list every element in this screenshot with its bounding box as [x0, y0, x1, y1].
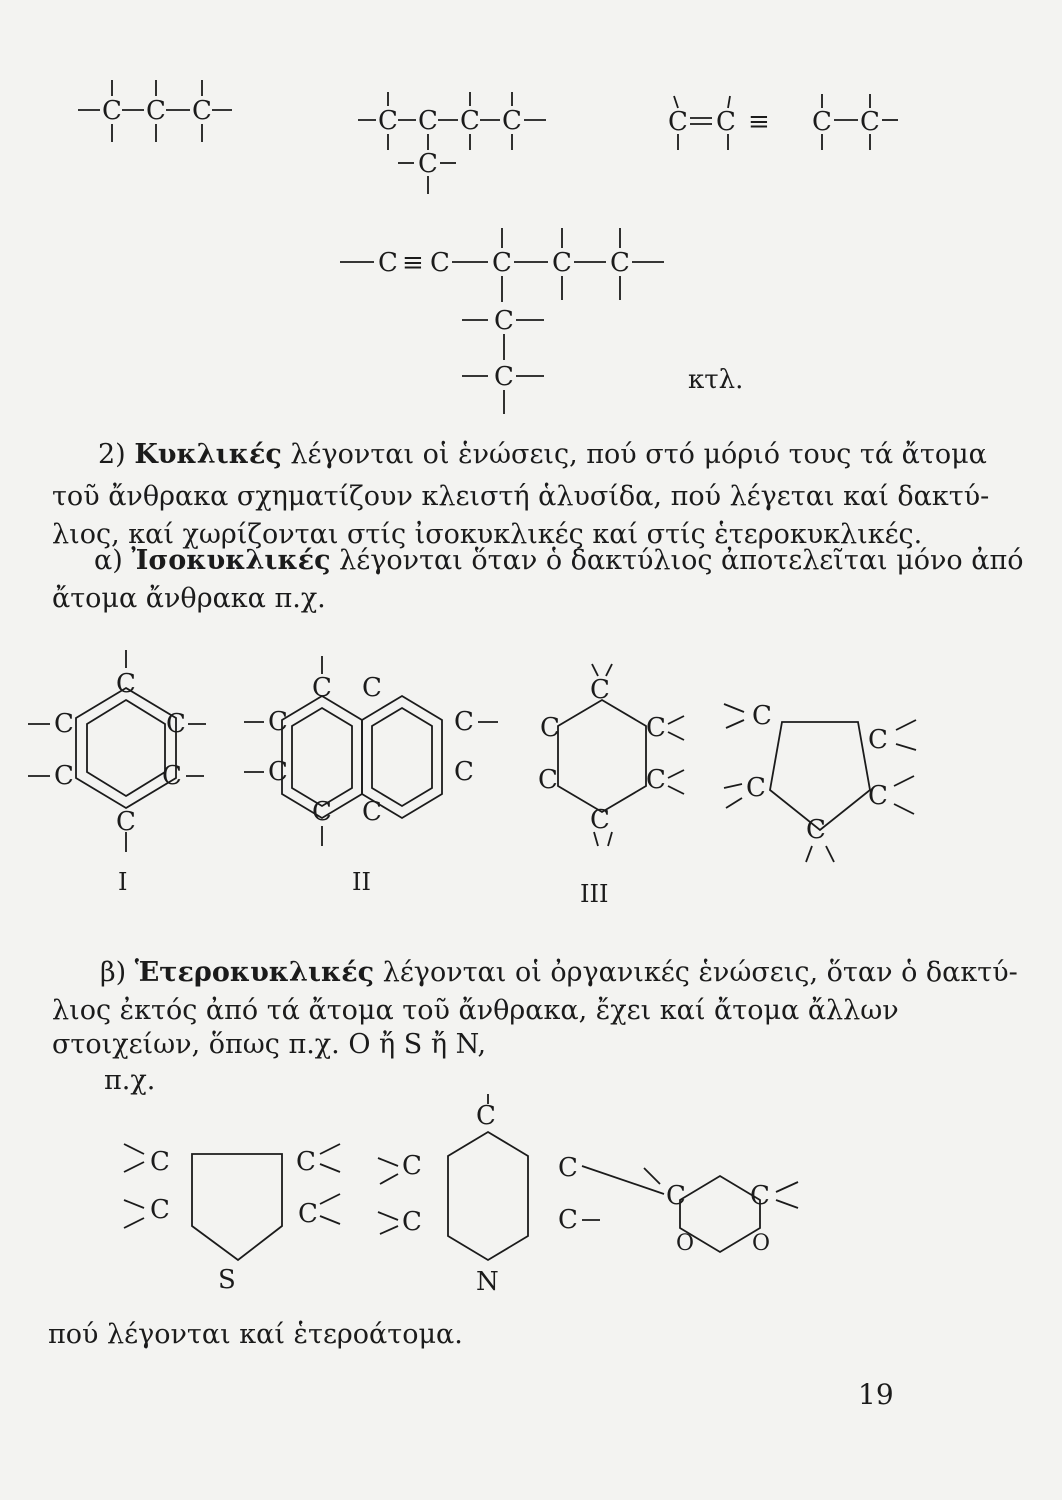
isocyclic-structure-II [244, 656, 498, 846]
carbon-atom: C [558, 1205, 578, 1235]
carbon-atom: C [268, 757, 288, 787]
carbon-atom: C [540, 713, 560, 743]
isocyclic-line-2: ἄτομα ἄνθρακα π.χ. [52, 583, 326, 614]
carbon-atom: C [552, 248, 572, 278]
carbon-atom: C [860, 107, 880, 137]
carbon-atom: C [806, 815, 826, 845]
branched-chain-structure [358, 92, 546, 194]
carbon-atom: C [454, 707, 474, 737]
heterocyclic-label: β) [100, 957, 127, 988]
carbon-atom: C [868, 725, 888, 755]
carbon-atom: C [150, 1195, 170, 1225]
carbon-atom: C [378, 248, 398, 278]
carbon-atom: C [362, 797, 382, 827]
sulfur-atom: S [218, 1265, 236, 1295]
heterocyclic-closing: πού λέγονται καί ἑτεροάτομα. [48, 1319, 463, 1350]
carbon-atom: C [402, 1151, 422, 1181]
carbon-atom: C [116, 807, 136, 837]
carbon-atom: C [162, 761, 182, 791]
carbon-atom: C [192, 96, 212, 126]
isocyclic-term: Ἰσοκυκλικές [131, 545, 331, 576]
carbon-atom: C [502, 106, 522, 136]
triple-bond-symbol: ≡ [748, 107, 770, 137]
section-2-line-1 [98, 438, 987, 471]
carbon-atom: C [454, 757, 474, 787]
carbon-atom: C [716, 107, 736, 137]
carbon-atom: C [418, 106, 438, 136]
carbon-atom: C [750, 1181, 770, 1211]
carbon-atom: C [476, 1101, 496, 1131]
carbon-atom: C [668, 107, 688, 137]
carbon-atom: C [590, 805, 610, 835]
carbon-atom: C [494, 362, 514, 392]
etc-label: κτλ. [688, 365, 744, 395]
heterocyclic-term: Ἑτεροκυκλικές [134, 957, 375, 988]
section-2-line-2: τοῦ ἄνθρακα σχηματίζουν κλειστή ἁλυσίδα, πού λέγεται καί δακτύ- [52, 481, 990, 512]
alkyne-chain-structure [340, 228, 664, 414]
carbon-atom: C [538, 765, 558, 795]
heterocyclic-line-2: λιος ἐκτός ἀπό τά ἄτομα τοῦ ἄνθρακα, ἔχει καί ἄτομα ἄλλων [52, 995, 899, 1026]
heterocyclic-nitrogen-ring [378, 1094, 528, 1297]
label-roman-I: I [118, 868, 128, 896]
carbon-atom: C [558, 1153, 578, 1183]
carbon-atom: C [646, 713, 666, 743]
carbon-atom: C [54, 761, 74, 791]
oxygen-atom: O [676, 1231, 695, 1256]
carbon-atom: C [166, 709, 186, 739]
oxygen-atom: O [752, 1231, 771, 1256]
carbon-atom: C [116, 669, 136, 699]
label-roman-III: III [580, 880, 609, 908]
carbon-atom: C [146, 96, 166, 126]
heterocyclic-line-1-text: λέγονται οἱ ὀργανικές ἑνώσεις, ὅταν ὁ δακτύ- [374, 957, 1018, 988]
nitrogen-atom: N [476, 1267, 499, 1297]
isocyclic-line-1 [94, 544, 1024, 577]
section-2-line-1-text: λέγονται οἱ ἑνώσεις, πού στό μόριό τους τά ἄτομα [281, 439, 987, 470]
carbon-atom: C [268, 707, 288, 737]
carbon-atom: C [610, 248, 630, 278]
page-number: 19 [858, 1378, 894, 1411]
carbon-atom: C [812, 107, 832, 137]
carbon-atom: C [312, 797, 332, 827]
carbon-atom: C [590, 675, 610, 705]
carbon-atom: C [402, 1207, 422, 1237]
carbon-atom: C [494, 306, 514, 336]
label-roman-II: II [352, 868, 371, 896]
carbon-atom: C [666, 1181, 686, 1211]
carbon-atom: C [296, 1147, 316, 1177]
section-2-line-3: λιος, καί χωρίζονται στίς ἰσοκυκλικές καί στίς ἑτεροκυκλικές. [52, 519, 923, 550]
carbon-atom: C [418, 149, 438, 179]
section-2-term: Κυκλικές [134, 439, 282, 470]
carbon-atom: C [868, 781, 888, 811]
carbon-atom: C [150, 1147, 170, 1177]
open-chain-structure-1 [78, 80, 232, 142]
carbon-atom: C [646, 765, 666, 795]
heterocyclic-sulfur-ring [124, 1144, 340, 1295]
carbon-atom: C [362, 673, 382, 703]
heterocyclic-line-3: στοιχείων, ὅπως π.χ. O ἤ S ἤ N, [52, 1029, 487, 1060]
cyclopentane-structure [724, 701, 916, 862]
heterocyclic-line-4: π.χ. [104, 1065, 156, 1096]
triple-bond-symbol: ≡ [402, 248, 424, 278]
alkene-alkyne-structures [668, 94, 898, 150]
section-2-number: 2) [98, 439, 126, 470]
isocyclic-structure-III [538, 664, 684, 846]
carbon-atom: C [430, 248, 450, 278]
carbon-atom: C [460, 106, 480, 136]
isocyclic-label: α) [94, 545, 123, 576]
carbon-atom: C [492, 248, 512, 278]
isocyclic-line-1-text: λέγονται ὅταν ὁ δακτύλιος ἀποτελεῖται μόνο ἀπό [330, 545, 1024, 576]
carbon-atom: C [752, 701, 772, 731]
carbon-atom: C [746, 773, 766, 803]
heterocyclic-oxygen-ring [558, 1153, 798, 1256]
carbon-atom: C [298, 1199, 318, 1229]
carbon-atom: C [312, 673, 332, 703]
heterocyclic-line-1 [100, 956, 1018, 989]
carbon-atom: C [102, 96, 122, 126]
carbon-atom: C [378, 106, 398, 136]
isocyclic-structure-I [28, 650, 206, 852]
carbon-atom: C [54, 709, 74, 739]
